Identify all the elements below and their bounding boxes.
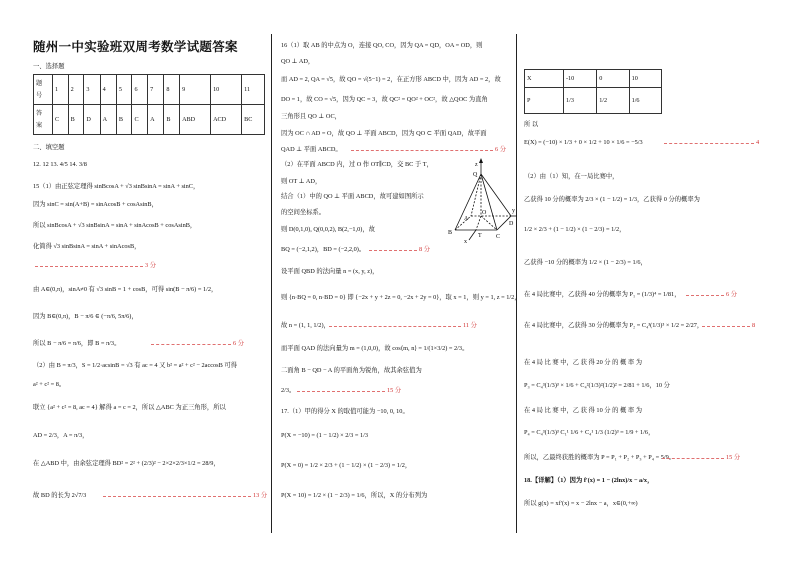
text-line: 乙获得 10 分的概率为 2/3 × (1 − 1/2) = 1/3，乙获得 0 分的概率为 (524, 196, 700, 203)
text-line: 17.（1）甲的得分 X 的取值可能为 −10, 0, 10。 (281, 408, 409, 415)
table-cell: 8 (164, 75, 180, 105)
table-cell: 5 (116, 75, 132, 105)
table-cell: 1 (53, 75, 69, 105)
text-line: QO ⊥ AD， (281, 58, 315, 65)
table-cell: ACD (211, 105, 242, 135)
text-line: 在 4 局 比 赛 中，乙 获 得 20 分 的 概 率 为 (524, 359, 643, 366)
text-line: 15（1）由正弦定理得 sinBcosA + √3 sinBsinA = sinA + sinC， (33, 183, 200, 190)
edge-qc (481, 174, 497, 230)
label-b: B (448, 230, 453, 236)
edge-ba (455, 216, 471, 230)
score-mark: 15 分 (387, 387, 402, 394)
text-line: 所以，乙最终获胜的概率为 P = P₁ + P₂ + P₃ + P₄ = 5/9。 (524, 454, 676, 461)
text-line: 故 BD 的长为 2√7/3 (33, 492, 87, 499)
answer-table (33, 74, 265, 135)
table-cell: A (100, 105, 116, 135)
text-line: 设平面 QBD 的法向量 n = (x, y, z)， (281, 268, 379, 275)
table-cell: 10 (211, 75, 242, 105)
text-line: P(X = 10) = 1/2 × (1 − 2/3) = 1/6，所以，X 的分布列为 (281, 492, 428, 499)
table-cell: BC (242, 105, 265, 135)
text-line: 16（1）取 AB 的中点为 O，连接 QO, CO，因为 QA = QD，OA = OD，则 (281, 42, 483, 49)
table-cell: 2 (68, 75, 84, 105)
text-line: 则 {n·BQ = 0, n·BD = 0} 即 {−2x + y + 2z = 0, −2x + 2y = 0}，取 x = 1，则 y = 1, z = 1/2， (281, 294, 521, 301)
text-line: AD = 2/3，A = π/3， (33, 432, 89, 439)
pyramid-figure (435, 158, 517, 244)
text-line: 在 △ABD 中，由余弦定理得 BD² = 2² + (2/3)² − 2×2×2/3×1/2 = 28/9， (33, 460, 220, 467)
label-d: D (509, 221, 514, 227)
table-cell: 1/6 (629, 88, 661, 114)
score-mark: 13 分 (253, 492, 268, 499)
z-arrow (479, 158, 483, 163)
table-cell: 4 (100, 75, 116, 105)
label-o: O (482, 210, 487, 216)
text-line: 18.【详解】（1）因为 f′(x) = 1 − (2lnx)/x − a/x， (524, 477, 654, 484)
score-leader (369, 250, 417, 251)
score-leader (662, 458, 724, 459)
table-cell: ABD (180, 105, 211, 135)
text-line: BQ = (−2,1,2)，BD = (−2,2,0)。 (281, 246, 366, 253)
text-line: （2）由 B = π/3，S = 1/2·acsinB = √3 有 ac = 4 又 b² = a² + c² − 2accosB 可得 (33, 362, 238, 369)
score-mark: 6 分 (495, 146, 507, 153)
table-cell: B (164, 105, 180, 135)
label-t: T (478, 233, 482, 239)
label-c: C (496, 234, 501, 240)
table-cell: 1/2 (597, 88, 629, 114)
text-line: 则 D(0,1,0), Q(0,0,2), B(2,−1,0)，故 (281, 226, 375, 233)
score-mark: 6 分 (233, 340, 245, 347)
table-header-cell: X (525, 70, 564, 88)
text-line: 结合（1）中的 QO ⊥ 平面 ABCD，故可建如图所示 (281, 193, 424, 200)
table-cell: B (68, 105, 84, 135)
table-cell: 0 (597, 70, 629, 88)
section-heading-choice: 一、选择题 (33, 63, 65, 70)
label-q: Q (473, 172, 478, 178)
score-mark: 8 (752, 322, 756, 329)
label-y: y (512, 208, 515, 214)
text-line: 在 4 局比赛中，乙获得 30 分的概率为 P₂ = C₄³(1/3)³ × 1/2 = 2/27， (524, 322, 704, 329)
table-cell: 7 (148, 75, 164, 105)
column-divider-2 (516, 34, 517, 533)
text-line: 则 OT ⊥ AD， (281, 178, 322, 185)
table-cell: A (148, 105, 164, 135)
table-cell: 6 (132, 75, 148, 105)
text-line: P(X = −10) = (1 − 1/2) × 2/3 = 1/3 (281, 432, 369, 439)
text-line: 所 以 (524, 121, 539, 128)
score-leader (664, 143, 754, 144)
label-a: A (464, 216, 469, 222)
page-title: 随州一中实验班双周考数学试题答案 (33, 40, 238, 54)
score-leader (702, 326, 750, 327)
text-line: 因为 sinC = sin(A+B) = sinAcosB + cosAsinB， (33, 201, 158, 208)
text-line: 因为 OC ∩ AD = O，故 QO ⊥ 平面 ABCD，因为 QO ⊂ 平面 QAD，故平面 (281, 130, 487, 137)
text-line: 的空间坐标系。 (281, 209, 326, 216)
score-leader (151, 344, 231, 345)
text-line: 联立 {a² + c² = 8, ac = 4} 解得 a = c = 2，所以 △ABC 为正三角形，所以 (33, 404, 226, 411)
text-line: 1/2 × 2/3 + (1 − 1/2) × (1 − 2/3) = 1/2， (524, 226, 626, 233)
column-3 (524, 0, 764, 561)
text-line: P₃ = C₄³(1/3)³ × 1/6 + C₄²(1/3)²(1/2)² = 2/81 + 1/6，10 分 (524, 382, 670, 389)
table-cell: 1/3 (564, 88, 597, 114)
score-mark: 4 (756, 139, 760, 146)
column-2 (281, 0, 521, 561)
score-leader (686, 295, 724, 296)
text-line: 故 n = (1, 1, 1/2)， (281, 322, 330, 329)
text-line: 所以 B − π/6 = π/6，即 B = π/3。 (33, 340, 121, 347)
table-cell: 11 (242, 75, 265, 105)
label-x: x (464, 239, 467, 244)
table-cell: 10 (629, 70, 661, 88)
text-line: （2）在平面 ABCD 内，过 O 作 OT∥CD，交 BC 于 T， (281, 161, 433, 168)
score-mark: 11 分 (463, 322, 477, 329)
score-leader (35, 266, 143, 267)
x-axis (469, 230, 476, 240)
text-line: 在 4 局比赛中，乙获得 40 分的概率为 P₁ = (1/3)⁴ = 1/81， (524, 291, 681, 298)
table-cell: C (53, 105, 69, 135)
table-cell: C (132, 105, 148, 135)
text-line: 三角形且 QO ⊥ OC， (281, 113, 341, 120)
text-line: 二面角 B − QD − A 的平面角为锐角，故其余弦值为 (281, 367, 422, 374)
table-cell: D (84, 105, 100, 135)
text-line: 由 A∈(0,π)，sinA≠0 有 √3 sinB = 1 + cosB，可得 sin(B − π/6) = 1/2， (33, 286, 218, 293)
text-line: P₄ = C₄³(1/3)³ C₁¹ 1/6 + C₄¹ 1/3 (1/2)³ = 1/9 + 1/6， (524, 429, 655, 436)
fill-answers: 12. 12 13. 4/5 14. 3/8 (33, 161, 87, 168)
table-cell: 3 (84, 75, 100, 105)
score-leader (103, 496, 251, 497)
text-line: 化简得 √3 sinBsinA = sinA + sinAcosB， (33, 243, 141, 250)
text-line: 所以 g(x) = xf′(x) = x − 2lnx − a，x∈(0,+∞) (524, 500, 638, 507)
text-line: DO = 1，故 CO = √5，因为 QC = 3，故 QC² = QO² + OC²，故 △QOC 为直角 (281, 96, 488, 103)
column-1 (33, 0, 268, 561)
score-leader (351, 150, 493, 151)
table-cell: 9 (180, 75, 211, 105)
text-line: 所以 sinBcosA + √3 sinBsinA = sinA + sinAcosB + cosAsinB， (33, 222, 197, 229)
edge-qa (471, 174, 481, 216)
text-line: 在 4 局 比 赛 中，乙 获 得 10 分 的 概 率 为 (524, 407, 643, 414)
section-heading-fill: 二、填空题 (33, 144, 65, 151)
score-mark: 8 分 (419, 246, 431, 253)
column-divider-1 (271, 34, 272, 533)
table-cell: B (116, 105, 132, 135)
text-line: 乙获得 −10 分的概率为 1/2 × (1 − 2/3) = 1/6， (524, 259, 647, 266)
text-line: （2）由（1）知，在一局比赛中， (524, 173, 619, 180)
score-leader (297, 391, 385, 392)
table-header-cell: 题 号 (34, 75, 53, 105)
text-line: QAD ⊥ 平面 ABCD。 (281, 146, 342, 153)
text-line: E(X) = (−10) × 1/3 + 0 × 1/2 + 10 × 1/6 = −5/3 (524, 139, 643, 146)
label-z: z (475, 162, 478, 168)
segment-ot (476, 216, 481, 230)
text-line: 而 AD = 2, QA = √5，故 QO = √(5−1) = 2，在正方形 ABCD 中，因为 AD = 2，故 (281, 76, 501, 83)
score-mark: 15 分 (726, 454, 741, 461)
score-mark: 3 分 (145, 262, 157, 269)
table-header-cell: P (525, 88, 564, 114)
text-line: a² + c² = 8。 (33, 381, 66, 388)
text-line: 因为 B∈(0,π)，B − π/6 ∈ (−π/6, 5π/6)， (33, 313, 138, 320)
text-line: P(X = 0) = 1/2 × 2/3 + (1 − 1/2) × (1 − 2/3) = 1/2， (281, 462, 412, 469)
score-leader (329, 326, 461, 327)
score-mark: 6 分 (726, 291, 738, 298)
text-line: 而平面 QAD 的法向量为 m = (1,0,0)，故 cos⟨m, n⟩ = 1/(1×3/2) = 2/3。 (281, 345, 469, 352)
text-line: 2/3。 (281, 387, 296, 394)
table-header-cell: 答 案 (34, 105, 53, 135)
table-cell: -10 (564, 70, 597, 88)
distribution-table (524, 69, 662, 114)
